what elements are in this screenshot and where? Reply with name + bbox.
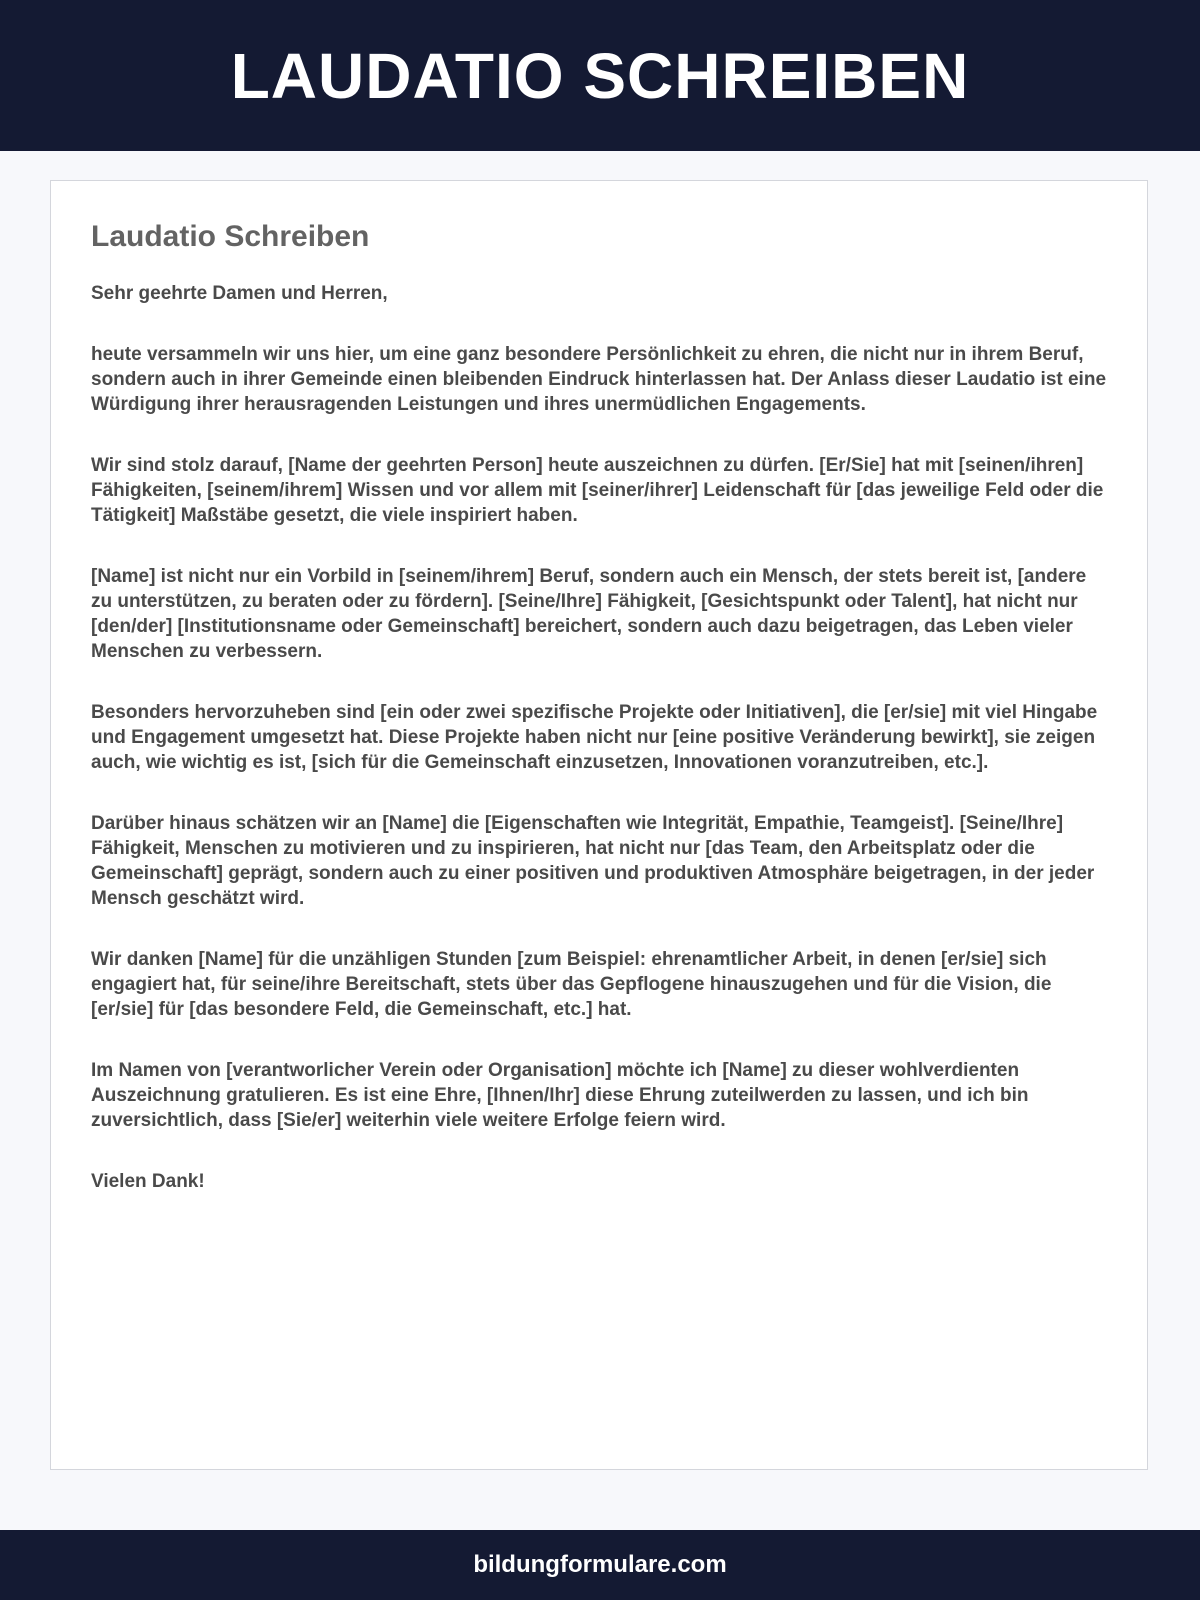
document-title: Laudatio Schreiben: [91, 220, 370, 253]
paragraph-thanks: Wir danken [Name] für die unzähligen Stunden [zum Beispiel: ehrenamtlicher Arbeit, in denen [er/sie] sich engagiert hat, für seine/ihre Bereitschaft, stets über das Gepflogene hinauszugehen und für die Vision, die [er/sie] für [das besondere Feld, die Gemeinschaft, etc.] hat.: [91, 949, 1052, 1020]
document-content: [91, 219, 1111, 1230]
page-footer: [0, 1530, 1200, 1600]
salutation: Sehr geehrte Damen und Herren,: [91, 283, 388, 304]
footer-site-link[interactable]: bildungformulare.com: [473, 1551, 727, 1578]
paragraph-projects: Besonders hervorzuheben sind [ein oder zwei spezifische Projekte oder Initiativen], die [er/sie] mit viel Hingabe und Engagement umgesetzt hat. Diese Projekte haben nicht nur [eine positive Veränderung bewirkt], sie zeigen auch, wie wichtig es ist, [sich für die Gemeinschaft einzusetzen, Innovationen voranzutreiben, etc.].: [91, 702, 1098, 773]
paragraph-role-model: [Name] ist nicht nur ein Vorbild in [seinem/ihrem] Beruf, sondern auch ein Mensch, der stets bereit ist, [andere zu unterstützen, zu beraten oder zu fördern]. [Seine/Ihre] Fähigkeit, [Gesichtspunkt oder Talent], hat nicht nur [den/der] [Institutionsname oder Gemeinschaft] bereichert, sondern auch dazu beigetragen, das Leben vieler Menschen zu verbessern.: [91, 566, 1087, 662]
paragraph-pride: Wir sind stolz darauf, [Name der geehrten Person] heute auszeichnen zu dürfen. [Er/Sie] hat mit [seinen/ihren] Fähigkeiten, [seinem/ihrem] Wissen und vor allem mit [seiner/ihrer] Leidenschaft für [das jeweilige Feld oder die Tätigkeit] Maßstäbe gesetzt, die viele inspiriert haben.: [91, 455, 1104, 526]
page-heading: LAUDATIO SCHREIBEN: [230, 39, 970, 112]
paragraph-qualities: Darüber hinaus schätzen wir an [Name] die [Eigenschaften wie Integrität, Empathie, Teamgeist]. [Seine/Ihre] Fähigkeit, Menschen zu motivieren und zu inspirieren, hat nicht nur [das Team, den Arbeitsplatz oder die Gemeinschaft] geprägt, sondern auch zu einer positiven und produktiven Atmosphäre beigetragen, in der jeder Mensch geschätzt wird.: [91, 813, 1095, 909]
document-card: [50, 180, 1148, 1470]
page-header: [0, 0, 1200, 151]
closing: Vielen Dank!: [91, 1171, 205, 1192]
paragraph-congratulation: Im Namen von [verantworlicher Verein oder Organisation] möchte ich [Name] zu dieser wohlverdienten Auszeichnung gratulieren. Es ist eine Ehre, [Ihnen/Ihr] diese Ehrung zuteilwerden zu lassen, und ich bin zuversichtlich, dass [Sie/er] weiterhin viele weitere Erfolge feiern wird.: [91, 1060, 1029, 1131]
paragraph-intro: heute versammeln wir uns hier, um eine ganz besondere Persönlichkeit zu ehren, die nicht nur in ihrem Beruf, sondern auch in ihrer Gemeinde einen bleibenden Eindruck hinterlassen hat. Der Anlass dieser Laudatio ist eine Würdigung ihrer herausragenden Leistungen und ihres unermüdlichen Engagements.: [91, 344, 1107, 415]
